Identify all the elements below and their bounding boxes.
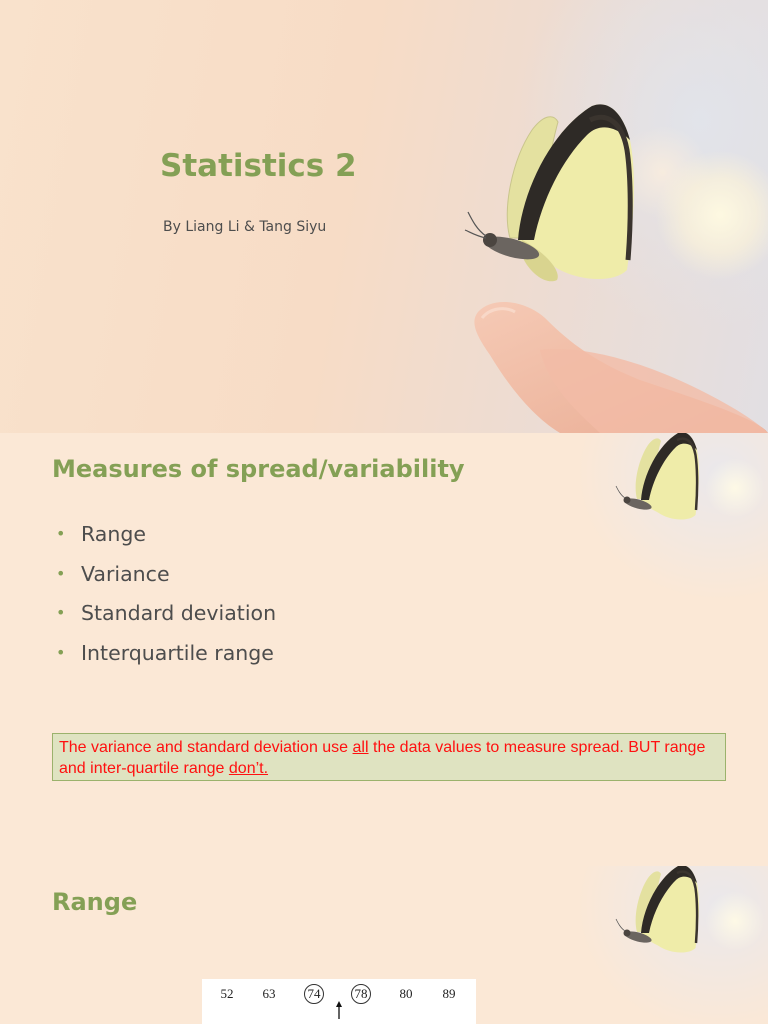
data-value-circled: 78 <box>351 984 371 1004</box>
butterfly-image <box>613 433 713 530</box>
bullet-text: Interquartile range <box>81 641 274 666</box>
butterfly-image <box>462 100 662 300</box>
bullet-icon: • <box>56 524 66 543</box>
data-values-image <box>202 979 476 1024</box>
measures-slide <box>0 433 768 866</box>
bullet-text: Standard deviation <box>81 601 277 626</box>
data-value-circled: 74 <box>304 984 324 1004</box>
bullet-text: Range <box>81 522 146 546</box>
note-box <box>52 733 726 781</box>
range-slide <box>0 866 768 1024</box>
presentation-title: Statistics 2 <box>160 148 357 184</box>
up-arrow-icon <box>336 1001 342 1019</box>
bullet-icon: • <box>56 643 66 663</box>
note-text: The variance and standard deviation use <box>59 739 353 756</box>
note-emphasis: all <box>352 739 369 756</box>
list-item <box>56 562 276 602</box>
bullet-list <box>56 522 276 681</box>
bokeh-light <box>705 458 765 518</box>
presentation-authors: By Liang Li & Tang Siyu <box>163 219 327 235</box>
data-value: 80 <box>399 986 413 1001</box>
list-item <box>56 641 276 681</box>
data-value: 89 <box>442 986 456 1001</box>
bokeh-light <box>705 891 765 951</box>
data-value: 52 <box>220 986 234 1001</box>
bullet-icon: • <box>56 603 66 623</box>
data-value: 63 <box>262 986 276 1001</box>
slide-title: Measures of spread/variability <box>52 455 465 483</box>
note-text: the data values to measure spread. BUT range and inter-quartile range <box>59 739 706 777</box>
bullet-text: Variance <box>81 561 170 586</box>
bullet-icon: • <box>56 563 66 583</box>
list-item <box>56 522 276 562</box>
title-slide <box>0 0 768 433</box>
list-item <box>56 601 276 641</box>
note-emphasis: don’t. <box>228 760 269 777</box>
slide-title: Range <box>52 888 138 916</box>
butterfly-image <box>613 866 713 963</box>
